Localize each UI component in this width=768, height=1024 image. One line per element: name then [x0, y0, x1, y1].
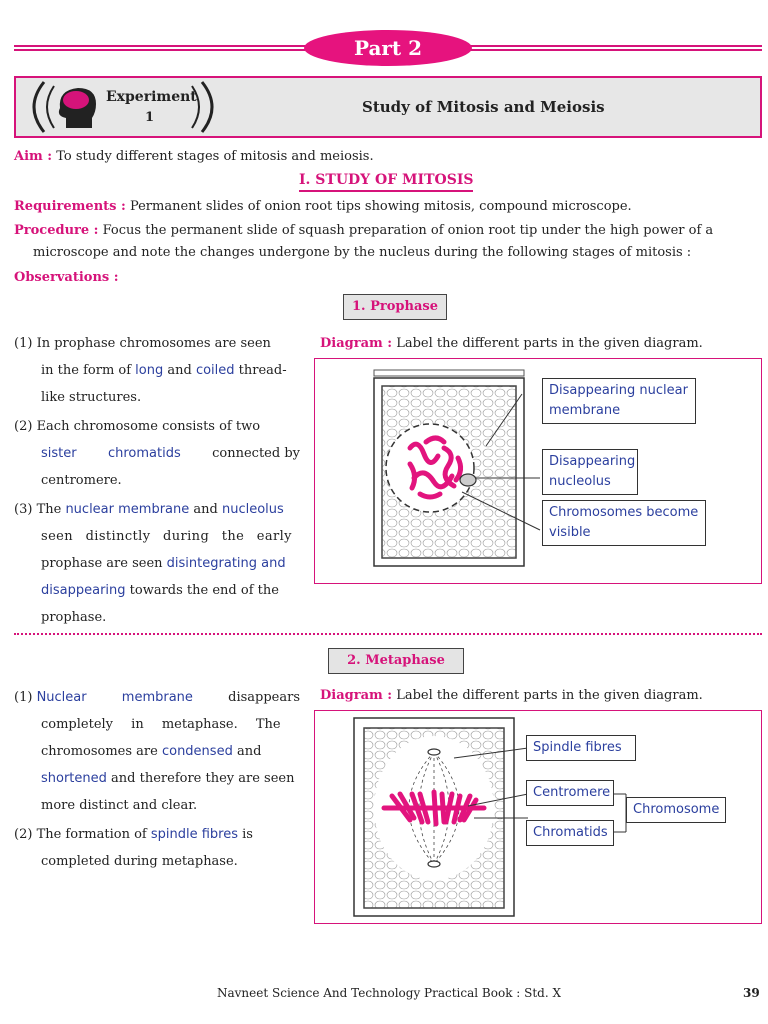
prophase-point-2-line-c: centromere.: [41, 473, 122, 488]
metaphase-point-2-line-a: [14, 821, 300, 848]
label-nm-line1: Disappearing nuclear: [549, 383, 688, 398]
header-rule-right: [470, 45, 762, 47]
stage-label-metaphase: 2. Metaphase: [328, 648, 464, 674]
requirements-line: [14, 197, 632, 217]
metaphase-point-1-text-c-pre: chromosomes are: [41, 744, 162, 759]
label-chromosomes-line2: visible: [549, 525, 591, 540]
label-disappearing-nucleolus: [542, 449, 638, 495]
prophase-point-3-line-d: [14, 577, 300, 604]
metaphase-point-2-text-a-pre: The formation of: [36, 827, 151, 842]
prophase-point-3-text-a-mid: and: [189, 502, 222, 517]
observations-label: Observations :: [14, 270, 119, 285]
metaphase-point-1-text-a-post: disappears: [228, 690, 300, 705]
head-brain-icon: [16, 78, 226, 136]
requirements-label: Requirements :: [14, 199, 126, 214]
prophase-point-1-hl-coiled: coiled: [195, 363, 235, 378]
metaphase-point-1-hl-shortened: shortened: [41, 771, 107, 786]
label-disappearing-nuclear-membrane: [542, 378, 696, 424]
prophase-point-3-text-a-pre: The: [36, 502, 66, 517]
metaphase-point-2-number: (2): [14, 827, 33, 842]
experiment-badge: [16, 78, 226, 136]
aim-line: [14, 147, 374, 167]
prophase-point-1: [14, 330, 300, 411]
label-chromatids: Chromatids: [526, 820, 614, 846]
metaphase-point-1-hl-membrane: membrane: [121, 690, 193, 705]
aim-text: To study different stages of mitosis and meiosis.: [56, 149, 374, 164]
metaphase-point-1-text-c-post: and: [232, 744, 262, 759]
procedure-label: Procedure :: [14, 223, 99, 238]
prophase-point-1-number: (1): [14, 336, 33, 351]
procedure-line-1: [14, 221, 713, 241]
prophase-point-3-line-c: [14, 550, 300, 577]
prophase-point-1-text-b-post: thread-: [234, 363, 287, 378]
prophase-point-1-line-c: like structures.: [41, 390, 142, 405]
prophase-point-1-text-b-pre: in the form of: [41, 363, 136, 378]
prophase-point-2: [14, 413, 300, 494]
requirements-text: Permanent slides of onion root tips showing mitosis, compound microscope.: [129, 199, 632, 214]
metaphase-point-2-line-b: completed during metaphase.: [41, 854, 238, 869]
prophase-point-3-text-d-post: towards the end of the: [125, 583, 279, 598]
experiment-title: Study of Mitosis and Meiosis: [362, 98, 605, 116]
label-nucleolus-line2: nucleolus: [549, 474, 611, 489]
prophase-point-3-hl-disappearing: disappearing: [41, 583, 126, 598]
metaphase-point-1-hl-nuclear: Nuclear: [36, 690, 87, 705]
part-label: Part 2: [304, 30, 472, 66]
metaphase-diagram-instruction: Label the different parts in the given diagram.: [396, 688, 703, 703]
label-chromosomes-line1: Chromosomes become: [549, 505, 699, 520]
prophase-diagram-label: Diagram :: [320, 336, 393, 351]
label-chromosomes-visible: [542, 500, 706, 546]
label-nucleolus-line1: Disappearing: [549, 454, 636, 469]
prophase-point-3-text-c-pre: prophase are seen: [41, 556, 167, 571]
prophase-point-3-hl-nucleolus: nucleolus: [221, 502, 284, 517]
prophase-point-3-hl-disintegrating: disintegrating and: [166, 556, 286, 571]
prophase-point-1-text-a: In prophase chromosomes are seen: [36, 336, 271, 351]
prophase-point-1-text-b-mid: and: [163, 363, 196, 378]
prophase-point-2-text-a: Each chromosome consists of two: [36, 419, 261, 434]
metaphase-point-1-line-b: completely in metaphase. The: [41, 717, 281, 732]
prophase-point-1-line-a: [14, 330, 300, 357]
label-nm-line2: membrane: [549, 403, 621, 418]
metaphase-diagram-heading: [320, 686, 703, 706]
header-rule-left: [14, 45, 306, 47]
label-spindle-fibres: Spindle fibres: [526, 735, 636, 761]
aim-label: Aim :: [14, 149, 53, 164]
footer-book-title: Navneet Science And Technology Practical Book : Std. X: [217, 986, 562, 1000]
label-chromosome: Chromosome: [626, 797, 726, 823]
stage-label-prophase: 1. Prophase: [343, 294, 447, 320]
procedure-text-1: Focus the permanent slide of squash preparation of onion root tip under the high power of a: [102, 223, 714, 238]
prophase-point-2-line-b: [14, 440, 300, 467]
prophase-point-2-text-b-post: connected by: [212, 446, 300, 461]
prophase-point-3-line-e: prophase.: [41, 610, 107, 625]
metaphase-point-1-line-c: [14, 738, 300, 765]
prophase-point-2-hl-chromatids: chromatids: [107, 446, 181, 461]
prophase-point-3-number: (3): [14, 502, 33, 517]
metaphase-point-1-line-a: [14, 684, 300, 711]
prophase-point-3-hl-nuclear-membrane: nuclear membrane: [65, 502, 190, 517]
metaphase-point-1-line-d: [14, 765, 300, 792]
header-rule-right-2: [470, 49, 762, 51]
experiment-number: 1: [145, 110, 155, 125]
metaphase-point-1: [14, 684, 300, 819]
section-title: I. STUDY OF MITOSIS: [299, 171, 473, 192]
prophase-point-2-line-a: [14, 413, 300, 440]
section-separator: [14, 633, 762, 635]
prophase-point-3-line-b: seen distinctly during the early: [41, 529, 292, 544]
experiment-label: Experiment: [106, 89, 197, 105]
prophase-nucleolus: [460, 474, 476, 486]
metaphase-diagram-label: Diagram :: [320, 688, 393, 703]
metaphase-point-2-text-a-post: is: [238, 827, 253, 842]
prophase-point-1-hl-long: long: [135, 363, 164, 378]
prophase-point-2-number: (2): [14, 419, 33, 434]
prophase-point-1-line-b: [14, 357, 300, 384]
prophase-point-2-hl-sister: sister: [41, 446, 77, 461]
metaphase-point-1-text-d-post: and therefore they are seen: [106, 771, 295, 786]
prophase-diagram-instruction: Label the different parts in the given diagram.: [396, 336, 703, 351]
metaphase-point-1-hl-condensed: condensed: [161, 744, 233, 759]
prophase-point-3: [14, 496, 300, 631]
prophase-diagram-heading: [320, 334, 703, 354]
procedure-line-2: microscope and note the changes undergone by the nucleus during the following stages of mitosis :: [33, 245, 692, 260]
prophase-point-3-line-a: [14, 496, 300, 523]
page-number: 39: [743, 986, 760, 1000]
metaphase-point-1-line-e: more distinct and clear.: [41, 798, 198, 813]
header-rule-left-2: [14, 49, 306, 51]
metaphase-point-1-number: (1): [14, 690, 33, 705]
metaphase-point-2-hl-spindle: spindle fibres: [150, 827, 238, 842]
label-centromere: Centromere: [526, 780, 614, 806]
metaphase-point-2: [14, 821, 300, 875]
